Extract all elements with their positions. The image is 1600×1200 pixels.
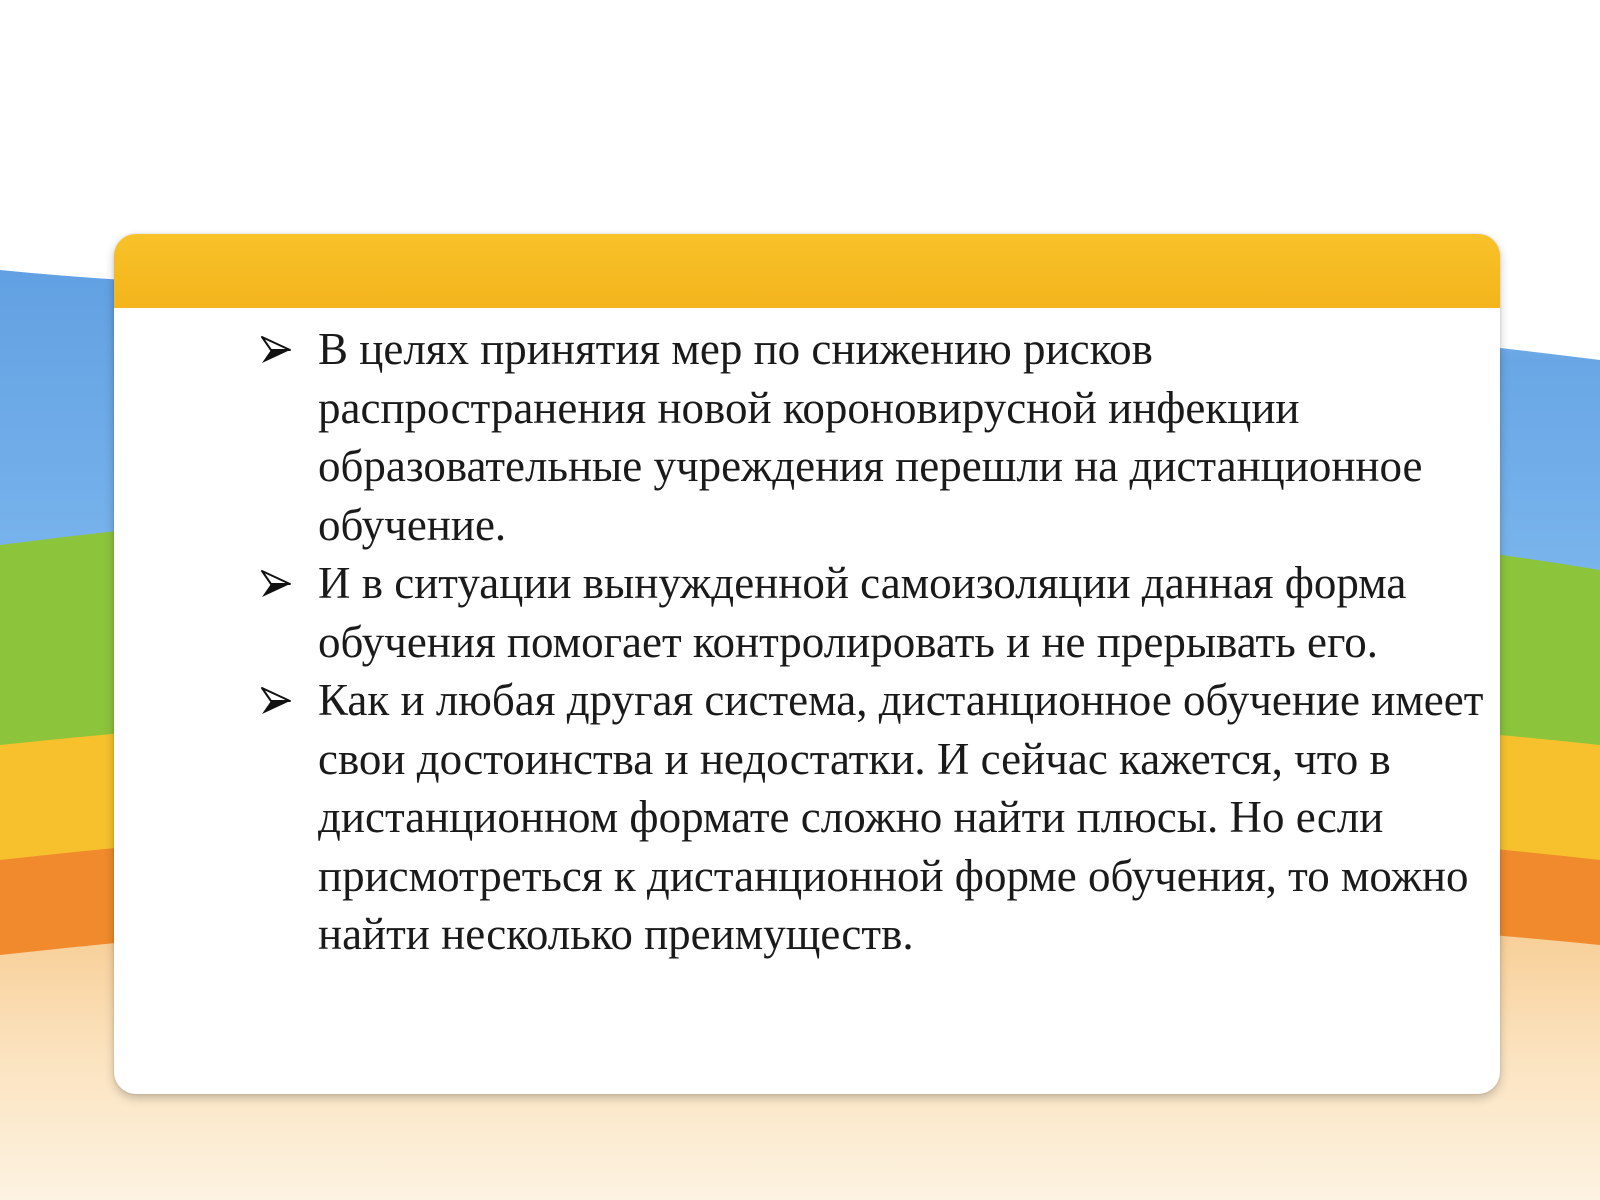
bullet-text: В целях принятия мер по снижению рисков распространения новой короновирусной инфекции образовательные учреждения перешли на дистанционное обучение. <box>318 324 1423 550</box>
content-card <box>114 234 1500 1094</box>
arrow-bullet-icon <box>260 568 292 600</box>
bullet-item <box>260 320 1490 554</box>
bullet-item <box>260 671 1490 964</box>
arrow-bullet-icon <box>260 334 292 366</box>
bullet-text: Как и любая другая система, дистанционное обучение имеет свои достоинства и недостатки. И сейчас кажется, что в дистанционном формате сложно найти плюсы. Но если присмотреться к дистанционной форме обучения, то можно найти несколько преимуществ. <box>318 675 1484 959</box>
bullet-text: И в ситуации вынужденной самоизоляции данная форма обучения помогает контролировать и не прерывать его. <box>318 558 1407 667</box>
card-header-bar <box>114 234 1500 308</box>
arrow-bullet-icon <box>260 685 292 717</box>
bullet-list <box>260 320 1490 964</box>
bullet-item <box>260 554 1490 671</box>
